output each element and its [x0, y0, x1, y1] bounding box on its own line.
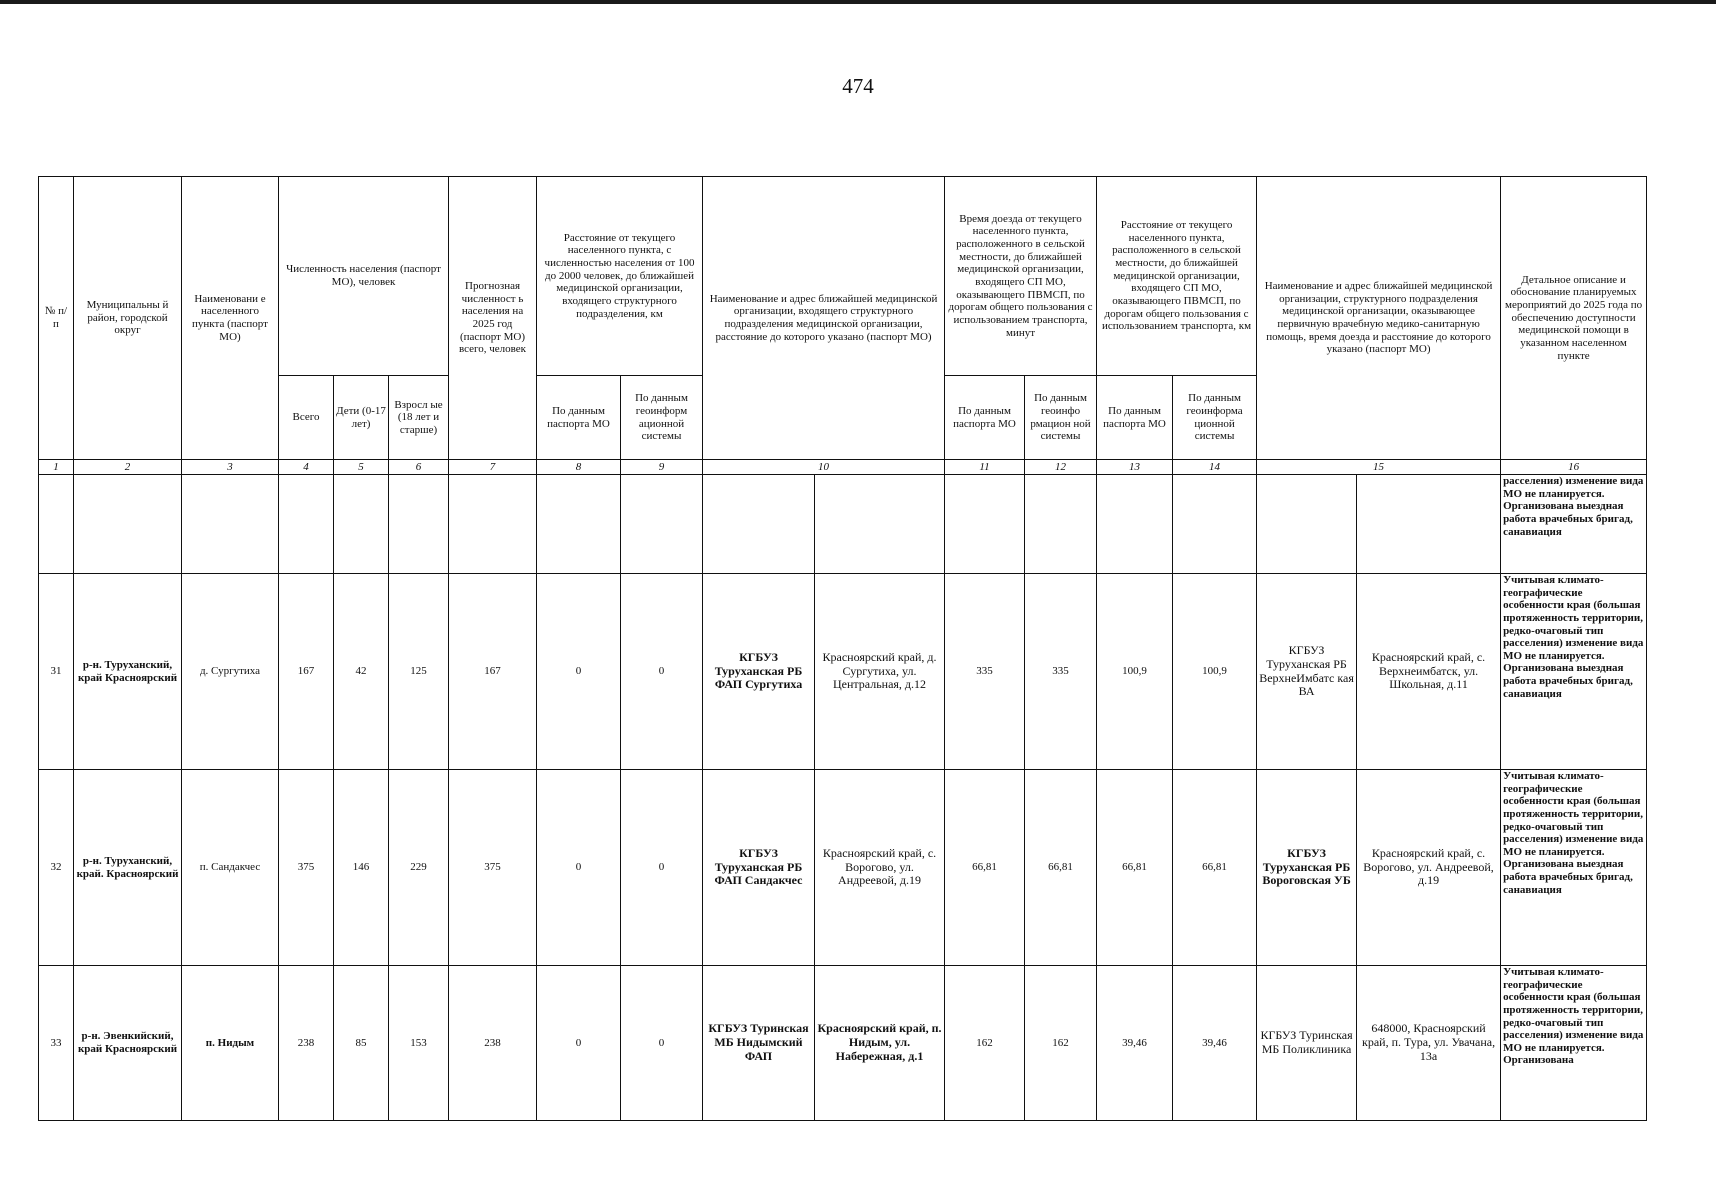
pvmsp-address-cell: 648000, Красноярский край, п. Тура, ул. Увачана, 13а [1357, 966, 1501, 1121]
km-gis-cell: 39,46 [1173, 966, 1257, 1121]
population-children-cell: 85 [334, 966, 389, 1121]
distance-gis-cell: 0 [621, 574, 703, 770]
col-number: 4 [279, 460, 334, 475]
time-passport-cell: 335 [945, 574, 1025, 770]
time-passport-cell: 162 [945, 966, 1025, 1121]
org-address-cell: Красноярский край, д. Сургутиха, ул. Центральная, д.12 [815, 574, 945, 770]
district-cell: р-н. Туруханский, край. Красноярский [74, 770, 182, 966]
header-time-passport: По данным паспорта МО [945, 376, 1025, 460]
org-name-cell: КГБУЗ Туруханская РБ ФАП Сандакчес [703, 770, 815, 966]
km-gis-cell: 100,9 [1173, 574, 1257, 770]
population-total-cell: 238 [279, 966, 334, 1121]
header-time-gis: По данным геоинфо рмацион ной системы [1025, 376, 1097, 460]
pvmsp-address-cell: Красноярский край, с. Ворогово, ул. Андреевой, д.19 [1357, 770, 1501, 966]
pvmsp-name-cell: КГБУЗ Туруханская РБ Вороговская УБ [1257, 770, 1357, 966]
col-number: 11 [945, 460, 1025, 475]
col-number: 2 [74, 460, 182, 475]
col-number: 1 [39, 460, 74, 475]
header-dist-passport: По данным паспорта МО [537, 376, 621, 460]
header-forecast: Прогнозная численност ь населения на 2025 год (паспорт МО) всего, человек [449, 177, 537, 460]
header-district: Муниципальны й район, городской округ [74, 177, 182, 460]
row-number: 32 [39, 770, 74, 966]
header-total: Всего [279, 376, 334, 460]
col-number: 13 [1097, 460, 1173, 475]
header-pvmsp-org: Наименование и адрес ближайшей медицинской организации, структурного подразделения медицинской организации, оказывающее первичную врачебную медико-санитарную помощь, время доезда и расстояние до которого указано (паспорт МО) [1257, 177, 1501, 460]
forecast-cell: 167 [449, 574, 537, 770]
col-number: 7 [449, 460, 537, 475]
population-total-cell: 167 [279, 574, 334, 770]
km-passport-cell: 66,81 [1097, 770, 1173, 966]
col-number: 8 [537, 460, 621, 475]
forecast-cell: 375 [449, 770, 537, 966]
population-total-cell: 375 [279, 770, 334, 966]
distance-passport-cell: 0 [537, 966, 621, 1121]
table-row [39, 966, 1647, 1121]
header-nearest-org: Наименование и адрес ближайшей медицинской организации, входящего структурного подразделения медицинской организации, расстояние до которого указано (паспорт МО) [703, 177, 945, 460]
header-dist-gis: По данным геоинформ ационной системы [621, 376, 703, 460]
table-row-continuation [39, 475, 1647, 574]
org-address-cell: Красноярский край, с. Ворогово, ул. Андреевой, д.19 [815, 770, 945, 966]
settlements-table [38, 176, 1647, 1121]
org-address-cell: Красноярский край, п. Нидым, ул. Набережная, д.1 [815, 966, 945, 1121]
row-number: 33 [39, 966, 74, 1121]
district-cell: р-н. Эвенкийский, край Красноярский [74, 966, 182, 1121]
header-km-gis: По данным геоинформа ционной системы [1173, 376, 1257, 460]
pvmsp-name-cell: КГБУЗ Туринская МБ Поликлиника [1257, 966, 1357, 1121]
population-adults-cell: 229 [389, 770, 449, 966]
col-number: 16 [1501, 460, 1647, 475]
distance-passport-cell: 0 [537, 770, 621, 966]
org-name-cell: КГБУЗ Туринская МБ Нидымский ФАП [703, 966, 815, 1121]
description-cell: Учитывая климато-географические особенности края (большая протяженность территории, редко-очаговый тип расселения) изменение вида МО не планируется. Организована [1501, 966, 1647, 1121]
col-number: 5 [334, 460, 389, 475]
header-distance: Расстояние от текущего населенного пункта, с численностью населения от 100 до 2000 человек, до ближайшей медицинской организации, входящего структурного подразделения, км [537, 177, 703, 376]
km-passport-cell: 39,46 [1097, 966, 1173, 1121]
settlement-cell: п. Нидым [182, 966, 279, 1121]
time-gis-cell: 162 [1025, 966, 1097, 1121]
col-number: 10 [703, 460, 945, 475]
time-gis-cell: 66,81 [1025, 770, 1097, 966]
description-cell: Учитывая климато-географические особенности края (большая протяженность территории, редко-очаговый тип расселения) изменение вида МО не планируется. Организована выездная работа врачебных бригад, санавиация [1501, 770, 1647, 966]
km-gis-cell: 66,81 [1173, 770, 1257, 966]
distance-passport-cell: 0 [537, 574, 621, 770]
col-number: 9 [621, 460, 703, 475]
col-number: 6 [389, 460, 449, 475]
page-number: 474 [842, 74, 874, 98]
row-number: 31 [39, 574, 74, 770]
column-numbers-row [39, 460, 1647, 475]
header-travel-time: Время доезда от текущего населенного пункта, расположенного в сельской местности, до ближайшей медицинской организации, входящего СП МО, оказывающего ПВМСП, по дорогам общего пользования с использованием транспорта, минут [945, 177, 1097, 376]
km-passport-cell: 100,9 [1097, 574, 1173, 770]
col-number: 15 [1257, 460, 1501, 475]
settlement-cell: п. Сандакчес [182, 770, 279, 966]
time-passport-cell: 66,81 [945, 770, 1025, 966]
table-row [39, 574, 1647, 770]
distance-gis-cell: 0 [621, 770, 703, 966]
col-number: 14 [1173, 460, 1257, 475]
top-border [0, 0, 1716, 4]
pvmsp-name-cell: КГБУЗ Туруханская РБ ВерхнеИмбатс кая ВА [1257, 574, 1357, 770]
description-cell: расселения) изменение вида МО не планируется. Организована выездная работа врачебных бригад, санавиация [1501, 475, 1647, 574]
population-adults-cell: 153 [389, 966, 449, 1121]
header-num: № п/ п [39, 177, 74, 460]
header-children: Дети (0-17 лет) [334, 376, 389, 460]
distance-gis-cell: 0 [621, 966, 703, 1121]
district-cell: р-н. Туруханский, край Красноярский [74, 574, 182, 770]
settlement-cell: д. Сургутиха [182, 574, 279, 770]
col-number: 3 [182, 460, 279, 475]
header-population: Численность населения (паспорт МО), человек [279, 177, 449, 376]
pvmsp-address-cell: Красноярский край, с. Верхнеимбатск, ул. Школьная, д.11 [1357, 574, 1501, 770]
population-adults-cell: 125 [389, 574, 449, 770]
header-settlement: Наименовани е населенного пункта (паспорт МО) [182, 177, 279, 460]
org-name-cell: КГБУЗ Туруханская РБ ФАП Сургутиха [703, 574, 815, 770]
population-children-cell: 42 [334, 574, 389, 770]
population-children-cell: 146 [334, 770, 389, 966]
description-cell: Учитывая климато-географические особенности края (большая протяженность территории, редко-очаговый тип расселения) изменение вида МО не планируется. Организована выездная работа врачебных бригад, санавиация [1501, 574, 1647, 770]
header-travel-distance: Расстояние от текущего населенного пункта, расположенного в сельской местности, до ближайшей медицинской организации, входящего СП МО, оказывающего ПВМСП, по дорогам общего пользования с использованием транспорта, км [1097, 177, 1257, 376]
table-row [39, 770, 1647, 966]
col-number: 12 [1025, 460, 1097, 475]
header-km-passport: По данным паспорта МО [1097, 376, 1173, 460]
time-gis-cell: 335 [1025, 574, 1097, 770]
header-description: Детальное описание и обоснование планируемых мероприятий до 2025 года по обеспечению доступности медицинской помощи в указанном населенном пункте [1501, 177, 1647, 460]
forecast-cell: 238 [449, 966, 537, 1121]
header-adults: Взросл ые (18 лет и старше) [389, 376, 449, 460]
